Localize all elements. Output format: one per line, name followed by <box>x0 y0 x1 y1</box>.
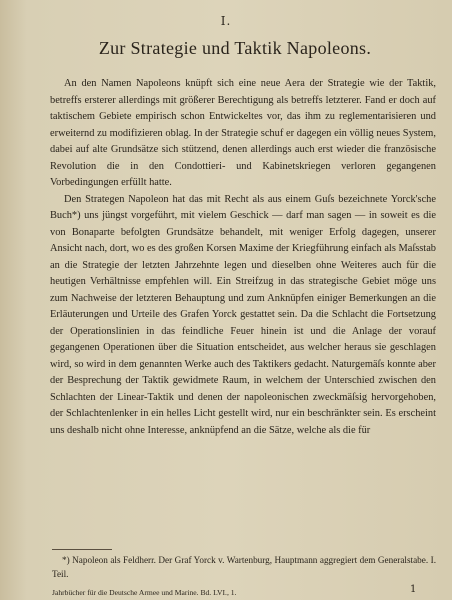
paragraph-1: An den Namen Napoleons knüpft sich eine neue Aera der Strategie wie der Taktik, betreffs ersterer allerdings mit größerer Berechtigung als betreffs letzterer. Fand er doch auf taktischem Gebiete empirisch schon Entwickeltes vor, das ihm zu reglementarisieren und erweiternd zu modifizieren oblag. In der Strategie schuf er dagegen ein völlig neues System, dabei auf alte Grundsätze sich stützend, denen allerdings auch erst wieder die französische Revolution die in den Condottieri- und Kabinetskriegen verloren gegangenen Vorbedingungen erfüllt hatte. <box>50 78 436 188</box>
paragraph-2: Den Strategen Napoleon hat das mit Recht als aus einem Guſs bezeichnete Yorck'sche Buch*) uns jüngst vorgeführt, mit vielem Geschick — darf man sagen — in soweit es die von Bonaparte befolgten Grundsätze behandelt, mit weniger Erfolg dagegen, unserer Ansicht nach, dort, wo es des großen Korsen Maxime der Kriegführung einfach als Maſsstab an die Strategie der letzten Jahrzehnte legen und dieselben ohne Weiteres auch für die heutigen Verhältnisse empfehlen will. Ein Streifzug in das strategische Gebiet möge uns zum Nachweise der letzteren Behauptung und zum Anknüpfen einiger Bemerkungen an die Erläuterungen und Urteile des Grafen Yorck gestattet sein. Da die Schlacht die Fortsetzung der Operationslinien in das feindliche Feuer hinein ist und die Anlage der vorauf gegangenen Operationen über die Situation entscheidet, aus welcher heraus sie geschlagen wird, so wird in dem genannten Werke auch des Taktikers gedacht. Naturgemäſs konnte aber der Besprechung der Taktik gewidmete Raum, in welchem der Unterschied zwischen den Schlachten der Linear-Taktik und denen der napoleonischen zweckmäſsig hervorgehoben, der Schlachtenlenker in ein helles Licht gestellt wird, nur ein beschränkter sein. Es erscheint uns deshalb nicht ohne Interesse, anknüpfend an die Sätze, welche als die für <box>50 193 436 436</box>
page-title: Zur Strategie und Taktik Napoleons. <box>98 38 372 58</box>
body-text <box>50 76 436 439</box>
footnote <box>52 553 436 581</box>
footnote-text: *) Napoleon als Feldherr. Der Graf Yorck v. Wartenburg, Hauptmann aggregiert dem Generalstabe. I. Teil. <box>52 555 436 579</box>
journal-footer: Jahrbücher für die Deutsche Armee und Marine. Bd. LVI., 1. <box>52 588 237 597</box>
footnote-rule <box>52 549 112 550</box>
page-number: 1 <box>410 584 417 595</box>
chapter-number: I. <box>220 14 232 28</box>
